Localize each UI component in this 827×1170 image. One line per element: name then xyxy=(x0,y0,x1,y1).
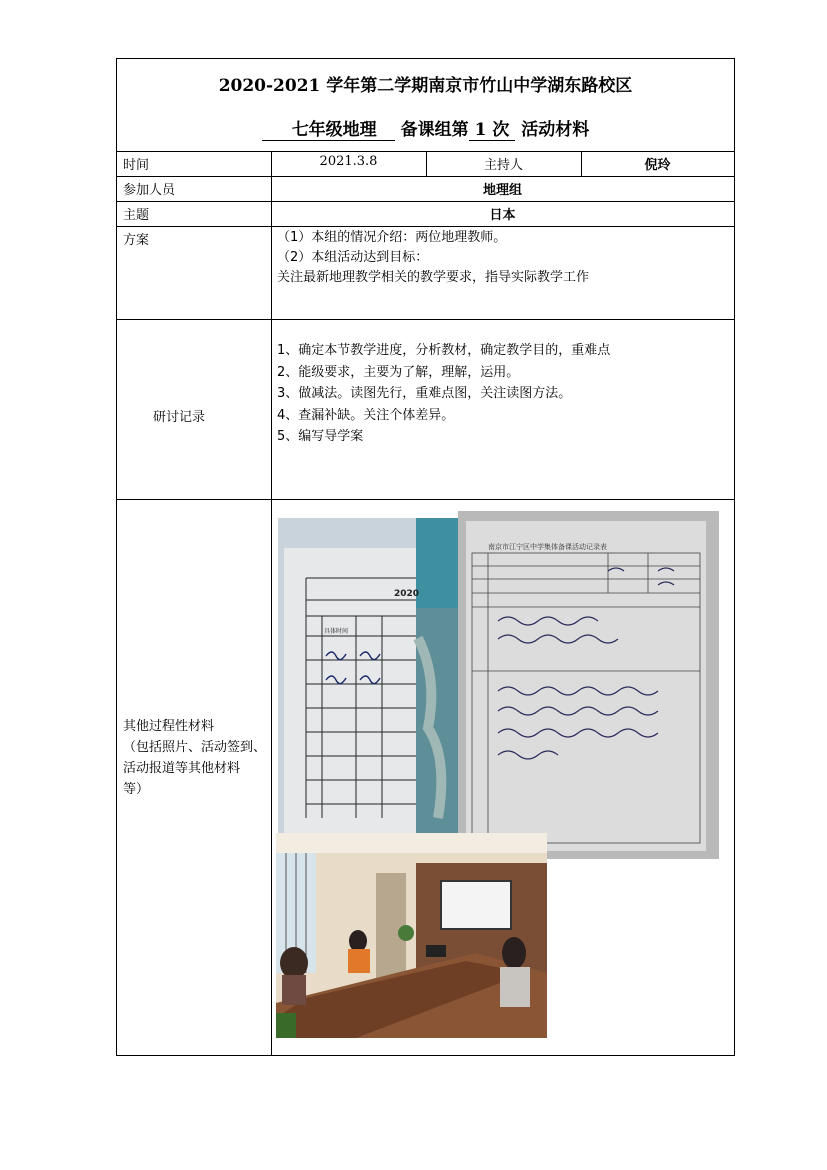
plan-label: 方案 xyxy=(123,233,150,248)
record-label-cell xyxy=(117,320,271,499)
plan-content xyxy=(271,227,734,319)
other-label-cell xyxy=(117,500,271,1055)
title-block xyxy=(117,59,734,152)
members-label: 参加人员 xyxy=(123,183,176,198)
other-label-line: 活动报道等其他材料 xyxy=(123,761,241,776)
session-suffix: 次 xyxy=(492,120,510,140)
topic-value: 日本 xyxy=(489,208,516,223)
host-label: 主持人 xyxy=(483,158,523,173)
topic-row xyxy=(117,202,734,227)
meeting-room-photo xyxy=(276,833,547,1038)
group-prefix: 备课组第 xyxy=(400,120,469,140)
plan-line: （2）本组活动达到目标： xyxy=(277,250,429,265)
record-form-image xyxy=(458,511,719,859)
other-label-line: （包括照片、活动签到、 xyxy=(123,740,267,755)
session-number: 1 xyxy=(474,120,487,140)
sign-in-sheet-image xyxy=(278,518,458,833)
subject-name: 七年级地理 xyxy=(262,115,395,141)
plan-row xyxy=(117,227,734,320)
topic-label: 主题 xyxy=(123,208,150,223)
meeting-room-image xyxy=(276,833,547,1038)
sign-in-sheet-year: 2020 xyxy=(394,589,420,599)
time-row xyxy=(117,152,734,177)
plan-line: 关注最新地理教学相关的教学要求，指导实际教学工作 xyxy=(277,270,590,285)
members-row xyxy=(117,177,734,202)
document-subtitle xyxy=(117,115,734,141)
record-content xyxy=(271,320,734,499)
activity-record-form-photo xyxy=(458,511,719,859)
record-item: 2、能级要求，主要为了解，理解，运用。 xyxy=(277,364,520,380)
host-value: 倪玲 xyxy=(644,158,671,173)
record-item: 5、编写导学案 xyxy=(277,429,364,444)
time-label: 时间 xyxy=(123,158,150,173)
other-label-line: 等） xyxy=(123,782,150,797)
members-value: 地理组 xyxy=(482,183,522,198)
record-item: 4、查漏补缺。关注个体差异。 xyxy=(277,407,455,423)
activity-label: 活动材料 xyxy=(521,120,590,140)
record-item: 3、做减法。读图先行，重难点图，关注读图方法。 xyxy=(277,386,572,401)
record-form-title: 南京市江宁区中学集体备课活动记录表 xyxy=(488,543,607,551)
time-value: 2021.3.8 xyxy=(319,154,378,169)
sign-in-sheet-col-header: 具体时间 xyxy=(324,628,349,635)
record-label: 研讨记录 xyxy=(153,410,206,425)
other-label-line: 其他过程性材料 xyxy=(123,719,215,734)
sign-in-sheet-photo xyxy=(278,518,458,833)
plan-line: （1）本组的情况介绍：两位地理教师。 xyxy=(277,230,507,245)
document-title: 2020-2021 学年第二学期南京市竹山中学湖东路校区 xyxy=(218,76,633,96)
record-row xyxy=(117,320,734,500)
record-item: 1、确定本节教学进度，分析教材，确定教学目的，重难点 xyxy=(277,343,611,358)
